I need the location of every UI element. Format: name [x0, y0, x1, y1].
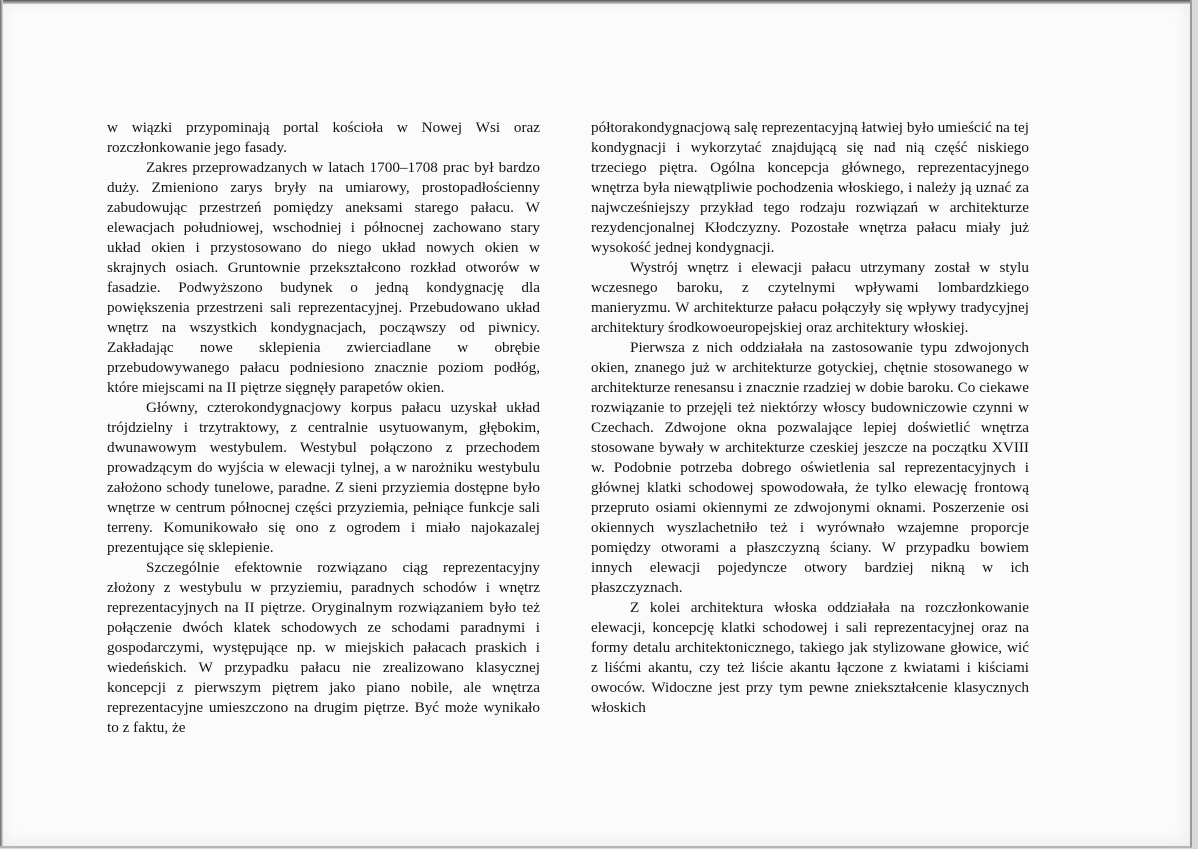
right-paragraph-4: Z kolei architektura włoska oddziałała na rozczłonkowanie elewacji, koncepcję klatki schodowej i sali reprezentacyjnej oraz na formy detalu architektonicznego, takiego jak stylizowane głowice, wić z liśćmi akantu, czy też liście akantu łączone z kwiatami i kiściami owoców. Widoczne jest przy tym pewne zniekształcenie klasycznych włoskich	[591, 599, 1029, 716]
right-paragraph-2: Wystrój wnętrz i elewacji pałacu utrzymany został w stylu wczesnego baroku, z czytelnymi wpływami lombardzkiego manieryzmu. W architekturze pałacu połączyły się wpływy tradycyjnej architektury środkowoeuropejskiej oraz architektury włoskiej.	[591, 259, 1029, 336]
left-paragraph-1: w wiązki przypominają portal kościoła w Nowej Wsi oraz rozczłonkowanie jego fasady.	[107, 119, 540, 156]
page-top-edge	[0, 0, 1190, 4]
left-paragraph-3: Główny, czterokondygnacjowy korpus pałacu uzyskał układ trójdzielny i trzytraktowy, z centralnie usytuowanym, głębokim, dwunawowym westybulem. Westybul połączono z przechodem prowadzącym do wyjścia w elewacji tylnej, a w narożniku westybulu założono schody tunelowe, paradne. Z sieni przyziemia dostępne było wnętrze w centrum północnej części przyziemia, pełniące funkcje sali terreny. Komunikowało się ono z ogrodem i miało najokazalej prezentujące się sklepienie.	[107, 399, 540, 556]
page-left-edge	[0, 0, 3, 846]
right-paragraph-1: półtorakondygnacjową salę reprezentacyjną łatwiej było umieścić na tej kondygnacji i wykorzytać znajdującą się nad nią część niskiego trzeciego piętra. Ogólna koncepcja głównego, reprezentacyjnego wnętrza była niewątpliwie pochodzenia włoskiego, i należy ją uznać za najwcześniejszy przykład tego rodzaju rozwiązań w architekturze rezydencjonalnej Kłodczyzny. Pozostałe wnętrza pałacu miały już wysokość jednej kondygnacji.	[591, 119, 1029, 256]
left-column	[107, 118, 540, 738]
left-paragraph-4: Szczególnie efektownie rozwiązano ciąg reprezentacyjny złożony z westybulu w przyziemiu, paradnych schodów i wnętrz reprezentacyjnych na II piętrze. Oryginalnym rozwiązaniem było też połączenie dwóch klatek schodowych ze schodami paradnymi i gospodarczymi, występujące np. w miejskich pałacach praskich i wiedeńskich. W przypadku pałacu nie zrealizowano klasycznej koncepcji z pierwszym piętrem jako piano nobile, ale wnętrza reprezentacyjne umieszczono na drugim piętrze. Być może wynikało to z faktu, że	[107, 559, 540, 736]
right-column	[591, 118, 1029, 718]
left-paragraph-2: Zakres przeprowadzanych w latach 1700–1708 prac był bardzo duży. Zmieniono zarys bryły na umiarowy, prostopadłościenny zabudowując przestrzeń pomiędzy aneksami starego pałacu. W elewacjach południowej, wschodniej i północnej zachowano stary układ okien i przystosowano do niego układ nowych okien w skrajnych osiach. Gruntownie przekształcono rozkład otworów w fasadzie. Podwyższono budynek o jedną kondygnację dla powiększenia przestrzeni sali reprezentacyjnej. Przebudowano układ wnętrz na wszystkich kondygnacjach, począwszy od piwnicy. Zakładając nowe sklepienia zwierciadlane w obrębie przebudowywanego pałacu podniesiono znacznie poziom podłóg, które miejscami na II piętrze sięgnęły parapetów okien.	[107, 159, 540, 396]
right-paragraph-3: Pierwsza z nich oddziałała na zastosowanie typu zdwojonych okien, znanego już w architekturze gotyckiej, chętnie stosowanego w architekturze renesansu i znacznie rzadziej w dobie baroku. Co ciekawe rozwiązanie to przejęli też niektórzy włoscy budowniczowie czynni w Czechach. Zdwojone okna pozwalające lepiej doświetlić wnętrza stosowane bywały w architekturze czeskiej jeszcze na początku XVIII w. Podobnie potrzeba dobrego oświetlenia sal reprezentacyjnych i głównej klatki schodowej spowodowała, że tylko elewację frontową przepruto osiami okiennymi ze zdwojonymi oknami. Poszerzenie osi okiennych wyszlachetniło też i wyrównało wzajemne proporcje pomiędzy otworami a płaszczyzną ściany. W przypadku bowiem innych elewacji pojedyncze otwory bardziej nikną w ich płaszczyznach.	[591, 339, 1029, 596]
